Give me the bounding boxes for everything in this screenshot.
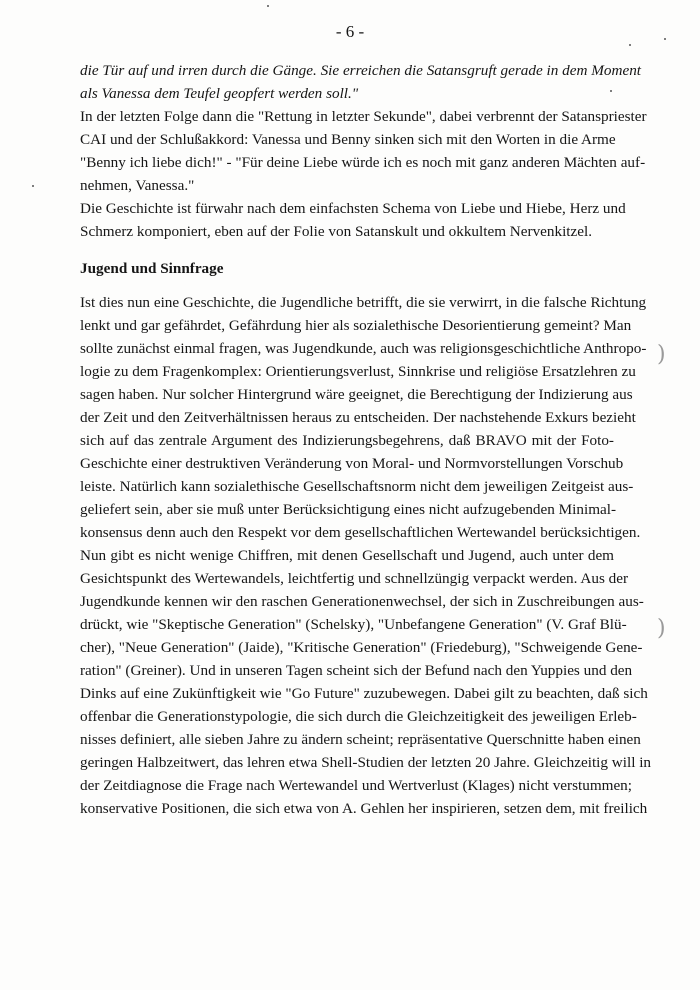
paragraph-line: sagen haben. Nur solcher Hintergrund wäre geeignet, die Berechtigung der Indizierung aus xyxy=(80,386,633,403)
paragraph-line: cher), "Neue Generation" (Jaide), "Kritische Generation" (Friedeburg), "Schweigende Gene- xyxy=(80,639,643,656)
section-heading: Jugend und Sinnfrage xyxy=(80,260,224,277)
spacer xyxy=(80,280,614,291)
paragraph-line: der Zeitdiagnose die Frage nach Wertewandel und Wertverlust (Klages) nicht verstummen; xyxy=(80,777,632,794)
paragraph-line: Geschichte einer destruktiven Veränderung von Moral- und Normvorstellungen Vorschub xyxy=(80,455,624,472)
paragraph-line: Dinks auf eine Zukünftigkeit wie "Go Future" zuzubewegen. Dabei gilt zu beachten, daß sich xyxy=(80,685,648,702)
paragraph-line: der Zeit und den Zeitverhältnissen heraus zu entscheiden. Der nachstehende Exkurs bezieht xyxy=(80,409,636,426)
paragraph-line: "Benny ich liebe dich!" - "Für deine Liebe würde ich es noch mit ganz anderen Mächten auf- xyxy=(80,154,646,171)
scan-speck xyxy=(664,38,666,40)
paragraph-line: Nun gibt es nicht wenige Chiffren, mit denen Gesellschaft und Jugend, auch unter dem xyxy=(80,547,614,564)
paragraph-line: Jugendkunde kennen wir den raschen Generationenwechsel, der sich in Zuschreibungen aus- xyxy=(80,593,644,610)
paragraph-line: ration" (Greiner). Und in unseren Tagen scheint sich der Befund nach den Yuppies und den xyxy=(80,662,633,679)
paragraph-line: drückt, wie "Skeptische Generation" (Schelsky), "Unbefangene Generation" (V. Graf Blü- xyxy=(80,616,627,633)
quote-line: als Vanessa dem Teufel geopfert werden soll." xyxy=(80,85,359,102)
paragraph-line: lenkt und gar gefährdet, Gefährdung hier als sozialethische Desorientierung gemeint? Man xyxy=(80,317,632,334)
page-number: - 6 - xyxy=(335,22,365,41)
paragraph-line: CAI und der Schlußakkord: Vanessa und Benny sinken sich mit den Worten in die Arme xyxy=(80,131,616,148)
paragraph-line: geringen Halbzeitwert, das lehren etwa Shell-Studien der letzten 20 Jahre. Gleichzeitig will in xyxy=(80,754,652,771)
paragraph-line: leiste. Natürlich kann sozialethische Gesellschaftsnorm nicht dem jeweiligen Zeitgeist aus- xyxy=(80,478,634,495)
paragraph-line: geliefert sein, aber sie muß unter Berücksichtigung eines nicht aufzugebenden Minimal- xyxy=(80,501,617,518)
paragraph-line: Gesichtspunkt des Wertewandels, leichtfertig und schnellzüngig verpackt werden. Aus der xyxy=(80,570,629,587)
paragraph-line: konsensus denn auch den Respekt vor dem gesellschaftlichen Wertewandel berücksichtigen. xyxy=(80,524,641,541)
paragraph-line: offenbar die Generationstypologie, die sich durch die Gleichzeitigkeit des jeweiligen Erleb- xyxy=(80,708,637,725)
paragraph-line: sich auf das zentrale Argument des Indizierungsbegehrens, daß BRAVO mit der Foto- xyxy=(80,432,614,449)
margin-bracket-mark: ) xyxy=(657,616,666,641)
quote-line: die Tür auf und irren durch die Gänge. Sie erreichen die Satansgruft gerade in dem Moment xyxy=(80,62,642,79)
paragraph-line: nisses definiert, alle sieben Jahre zu ändern scheint; repräsentative Querschnitte haben einen xyxy=(80,731,641,748)
paragraph-line: Schmerz komponiert, eben auf der Folie von Satanskult und okkultem Nervenkitzel. xyxy=(80,223,593,240)
spacer xyxy=(80,243,614,257)
paragraph-line: nehmen, Vanessa." xyxy=(80,177,195,194)
paragraph-line: Ist dies nun eine Geschichte, die Jugendliche betrifft, die sie verwirrt, in die falsche Richtung xyxy=(80,294,647,311)
margin-bracket-mark: ) xyxy=(657,342,666,367)
paragraph-line: sollte zunächst einmal fragen, was Jugendkunde, auch was religionsgeschichtliche Anthropo- xyxy=(80,340,647,357)
paragraph-line: konservative Positionen, die sich etwa von A. Gehlen her inspirieren, setzen dem, mit freilich xyxy=(80,800,648,817)
scan-speck xyxy=(629,44,631,46)
paragraph-line: Die Geschichte ist fürwahr nach dem einfachsten Schema von Liebe und Hiebe, Herz und xyxy=(80,200,626,217)
scan-speck xyxy=(32,185,34,187)
scan-speck xyxy=(267,5,269,7)
paragraph-line: In der letzten Folge dann die "Rettung in letzter Sekunde", dabei verbrennt der Satanspriester xyxy=(80,108,647,125)
body-text xyxy=(80,59,652,820)
paragraph-line: logie zu dem Fragenkomplex: Orientierungsverlust, Sinnkrise und religiöse Ersatzlehren zu xyxy=(80,363,636,380)
